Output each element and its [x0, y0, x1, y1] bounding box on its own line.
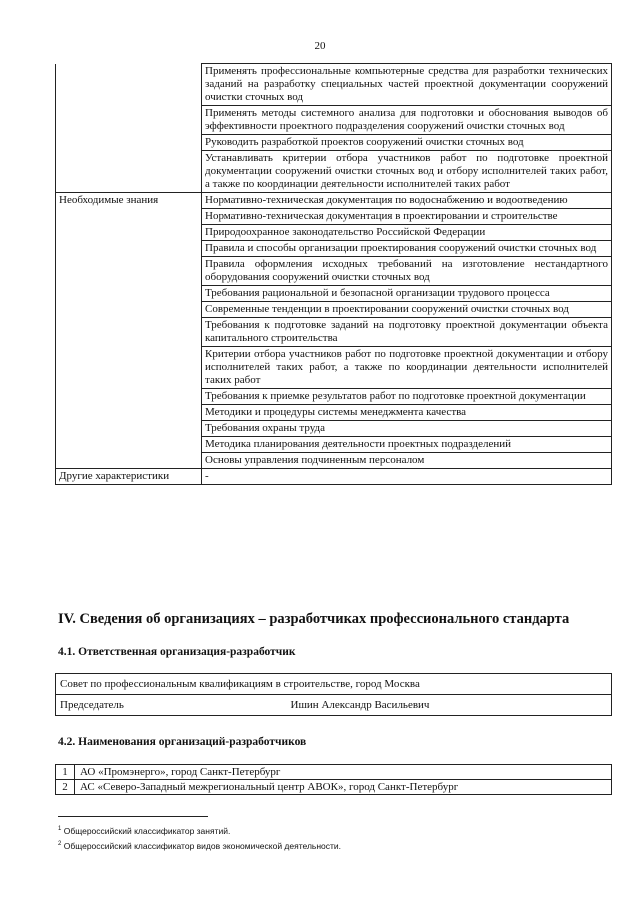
subsection-title-responsible: 4.1. Ответственная организация-разработчик — [58, 646, 296, 658]
developer-orgs-table — [55, 764, 612, 795]
table-row — [56, 695, 612, 716]
chair-label: Председатель — [60, 699, 124, 711]
skill-cell: Устанавливать критерии отбора участников работ по подготовке проектной документации сооружений очистки сточных вод и отбору исполнителей таких работ, а также по координации деятельности исполнителей таких работ — [202, 151, 612, 193]
org-name: АО «Промэнерго», город Санкт-Петербург — [75, 765, 612, 780]
table-row — [56, 765, 612, 780]
chair-cell — [56, 695, 612, 716]
knowledge-cell: Природоохранное законодательство Российской Федерации — [202, 225, 612, 241]
table-row — [56, 64, 612, 106]
knowledge-cell: Нормативно-техническая документация по водоснабжению и водоотведению — [202, 193, 612, 209]
org-number: 1 — [56, 765, 75, 780]
knowledge-cell: Требования к подготовке заданий на подготовку проектной документации объекта капитального строительства — [202, 318, 612, 347]
footnote: $^2$ Общероссийский классификатор видов экономической деятельности. — [58, 840, 342, 851]
knowledge-cell: Критерии отбора участников работ по подготовке проектной документации и отбору исполнителей таких работ, а также по координации деятельности исполнителей таких работ — [202, 347, 612, 389]
knowledge-cell: Нормативно-техническая документация в проектировании и строительстве — [202, 209, 612, 225]
responsible-org-name: Совет по профессиональным квалификациям в строительстве, город Москва — [56, 674, 612, 695]
skills-table — [55, 63, 612, 485]
skill-cell: Применять методы системного анализа для подготовки и обоснования выводов об эффективности проектного подразделения сооружений очистки сточных вод — [202, 106, 612, 135]
knowledge-cell: Правила и способы организации проектирования сооружений очистки сточных вод — [202, 241, 612, 257]
table-row — [56, 469, 612, 485]
category-cell: Необходимые знания — [56, 193, 202, 469]
table-row — [56, 193, 612, 209]
skill-cell: Руководить разработкой проектов сооружений очистки сточных вод — [202, 135, 612, 151]
responsible-org-table — [55, 673, 612, 716]
page-number: 20 — [314, 40, 326, 52]
knowledge-cell: Требования к приемке результатов работ по подготовке проектной документации — [202, 389, 612, 405]
table-row — [56, 780, 612, 795]
org-number: 2 — [56, 780, 75, 795]
section-title: IV. Сведения об организациях – разработчиках профессионального стандарта — [58, 611, 570, 627]
footnote: $^1$ Общероссийский классификатор занятий. — [58, 825, 231, 836]
knowledge-cell: Требования рациональной и безопасной организации трудового процесса — [202, 286, 612, 302]
knowledge-cell: Методики и процедуры системы менеджмента качества — [202, 405, 612, 421]
chair-name: Ишин Александр Васильевич — [290, 699, 430, 711]
skill-cell: Применять профессиональные компьютерные средства для разработки технических заданий на разработку специальных частей проектной документации сооружений очистки сточных вод — [202, 64, 612, 106]
knowledge-cell: Основы управления подчиненным персоналом — [202, 453, 612, 469]
knowledge-cell: Требования охраны труда — [202, 421, 612, 437]
table-row — [56, 674, 612, 695]
org-name: АС «Северо-Западный межрегиональный центр АВОК», город Санкт-Петербург — [75, 780, 612, 795]
footnote-divider — [58, 816, 208, 817]
knowledge-cell: Методика планирования деятельности проектных подразделений — [202, 437, 612, 453]
knowledge-cell: Современные тенденции в проектировании сооружений очистки сточных вод — [202, 302, 612, 318]
category-cell — [56, 64, 202, 193]
other-characteristics-cell: - — [202, 469, 612, 485]
category-cell: Другие характеристики — [56, 469, 202, 485]
subsection-title-developers: 4.2. Наименования организаций-разработчиков — [58, 736, 307, 748]
footnotes — [58, 823, 341, 853]
knowledge-cell: Правила оформления исходных требований на изготовление нестандартного оборудования сооружений очистки сточных вод — [202, 257, 612, 286]
